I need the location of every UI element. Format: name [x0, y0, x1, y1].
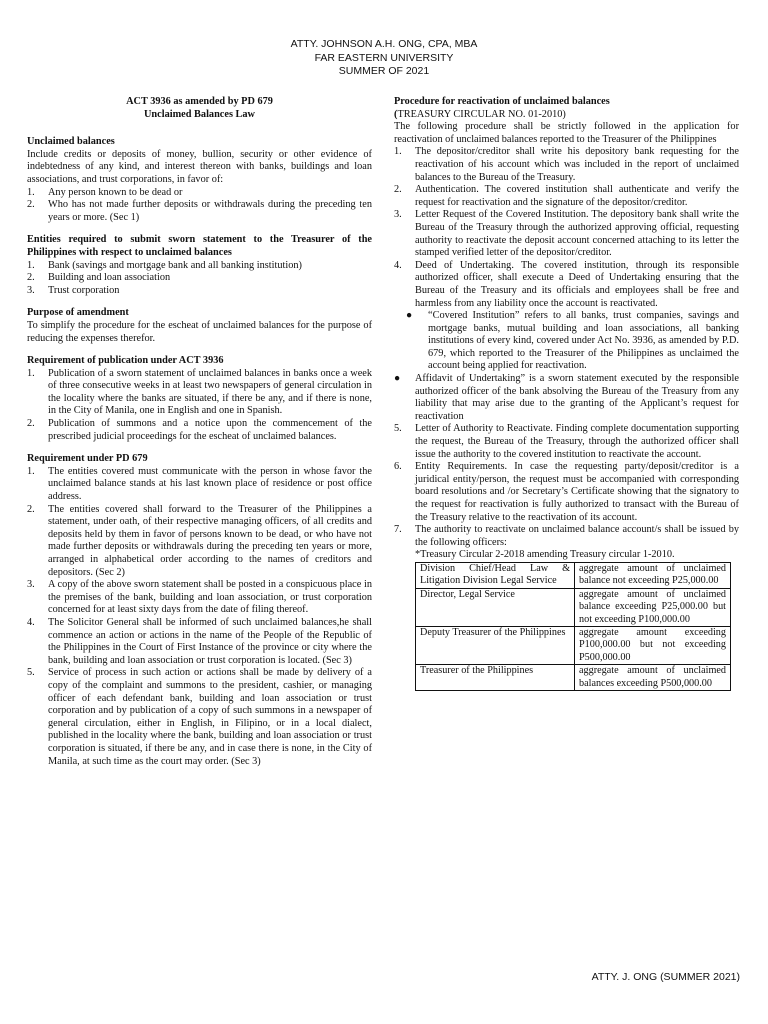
list-item: 4. Deed of Undertaking. The covered institution, through its responsible authorized officer, shall execute a Deed of Undertaking ensuring that the Bureau of the Treasury and its officials and employees shall be free and harmless from any liability once the account is reactivated. [394, 259, 739, 309]
list-item: 4. The Solicitor General shall be informed of such unclaimed balances,he shall commence an action or actions in the name of the People of the Republic of the Philippines in the Court of First Instance of the province or city where the bank, building and loan association or trust corporation is located. (Sec 3) [27, 616, 372, 666]
list-item: 1. The entities covered must communicate with the person in whose favor the unclaimed balance stands at his last known place of residence or post office address. [27, 465, 372, 503]
list-item: 1. Bank (savings and mortgage bank and all banking institution) [27, 259, 302, 271]
list-item: 1. Publication of a sworn statement of unclaimed balances in banks once a week of three consecutive weeks in at least two newspapers of general circulation in the locality where the banks are situated, if there be any, and if there is none, in the City of Manila, one in English and one in Spanish. [27, 367, 372, 417]
covered-institution-bullet: ● “Covered Institution” refers to all banks, trust companies, savings and mortgage banks, mutual building and loan associations, all banking institutions of every kind, covered under Act No. 3936, as amended by P.D. 679, which reported to the Treasurer of the Philippines as unclaimed the account being applied for reactivation. [406, 310, 739, 372]
table-cell-officer: Division Chief/Head Law & Litigation Division Legal Service [416, 562, 575, 588]
publication-heading: Requirement of publication under ACT 3936 [27, 355, 224, 367]
bullet-icon: ● [406, 310, 413, 322]
header-term: SUMMER OF 2021 [338, 65, 430, 77]
table-row [416, 665, 731, 691]
header-author: ATTY. JOHNSON A.H. ONG, CPA, MBA [290, 38, 478, 50]
list-item: 2. Authentication. The covered institution shall authenticate and verify the request for reactivation and the signature of the depositor/creditor. [394, 184, 739, 208]
document-header [0, 38, 768, 79]
list-item: 6. Entity Requirements. In case the requesting party/deposit/creditor is a juridical entity/person, the request must be accompanied with corresponding board resolutions and /or Secretary’s Certificate showing that the signatory to the request for reactivation is fully authorized to transact with the Bureau of the Treasury relative to the reactivation of its account. [394, 461, 739, 523]
table-row [416, 562, 731, 588]
table-cell-officer: Director, Legal Service [416, 588, 575, 626]
header-university: FAR EASTERN UNIVERSITY [314, 51, 454, 64]
officers-table [415, 562, 731, 691]
pd679-heading: Requirement under PD 679 [27, 453, 148, 465]
table-cell-officer: Deputy Treasurer of the Philippines [416, 627, 575, 665]
procedure-list-b [394, 423, 739, 549]
procedure-subheading: (TREASURY CIRCULAR NO. 01-2010) [394, 108, 566, 120]
affidavit-bullet: ● Affidavit of Undertaking” is a sworn statement executed by the responsible authorized officer of the bank absolving the Bureau of the Treasury from any liability that may arise due to the granting of the Applicant’s request for reactivation [394, 373, 739, 422]
page-footer: ATTY. J. ONG (SUMMER 2021) [591, 971, 740, 983]
unclaimed-list [27, 187, 372, 225]
right-column [394, 96, 739, 691]
list-item: 1. Any person known to be dead or [27, 186, 183, 198]
law-subtitle: Unclaimed Balances Law [144, 108, 255, 120]
table-cell-officer: Treasurer of the Philippines [416, 665, 575, 691]
list-item: 7. The authority to reactivate on unclaimed balance account/s shall be issued by the following officers: [394, 524, 739, 548]
list-item: 3. A copy of the above sworn statement shall be posted in a conspicuous place in the premises of the bank, building and loan association, or trust corporation concerned for at least sixty days from the date of filing thereof. [27, 579, 372, 616]
bullet-icon: ● [394, 373, 401, 385]
entities-heading: Entities required to submit sworn statement to the Treasurer of the Philippines with respect to unclaimed balances [27, 234, 372, 258]
pd679-list [27, 466, 372, 768]
table-row [416, 588, 731, 626]
procedure-intro: The following procedure shall be strictly followed in the application for reactivation of unclaimed balances reported to the Treasurer of the Philippines [394, 121, 739, 145]
unclaimed-text: Include credits or deposits of money, bullion, security or other evidence of indebtedness of any kind, and interest thereon with banks, buildings and loan associations, and trust corporations, in favor of: [27, 148, 372, 185]
procedure-heading: Procedure for reactivation of unclaimed balances [394, 96, 610, 107]
publication-list [27, 368, 372, 444]
list-item: 3. Trust corporation [27, 284, 120, 296]
list-item: 2. Who has not made further deposits or withdrawals during the preceding ten years or more. (Sec 1) [27, 199, 372, 223]
purpose-text: To simplify the procedure for the escheat of unclaimed balances for the purpose of reducing the expenses therefor. [27, 319, 372, 344]
table-cell-amount: aggregate amount of unclaimed balance not exceeding P25,000.00 [575, 562, 731, 588]
table-cell-amount: aggregate amount exceeding P100,000.00 but not exceeding P500,000.00 [575, 627, 731, 665]
list-item: 2. The entities covered shall forward to the Treasurer of the Philippines a statement, under oath, of their respective managing officers, of all credits and deposits held by them in favor of persons known to be dead, or who have not made further deposits or withdrawals during the preceding ten years or more, arranged in alphabetical order according to the names of creditors and depositors. (Sec 2) [27, 503, 372, 578]
list-item: 3. Letter Request of the Covered Institution. The depository bank shall write the Bureau of the Treasury through the authorized approving official, requesting authority to reactivate the deposit account concerned attaching to its letter the stamped verified letter of the depositor/creditor. [394, 209, 739, 259]
left-column [27, 96, 372, 768]
list-item: 1. The depositor/creditor shall write his depository bank requesting for the reactivation of his account which was included in the report of unclaimed balances to the Bureau of the Treasury. [394, 146, 739, 183]
procedure-list-a [394, 146, 739, 310]
unclaimed-heading: Unclaimed balances [27, 136, 115, 148]
list-item: 2. Publication of summons and a notice upon the commencement of the prescribed judicial proceedings for the escheat of unclaimed balances. [27, 418, 372, 442]
list-item: 5. Letter of Authority to Reactivate. Finding complete documentation supporting the request, the Bureau of the Treasury, through the authorized officer shall issue the authority to the covered institution to reactivate the account. [394, 423, 739, 460]
law-title: ACT 3936 as amended by PD 679 [126, 96, 273, 107]
list-item: 5. Service of process in such action or actions shall be made by delivery of a copy of the complaint and summons to the president, cashier, or managing officer of each defendant bank, building and loan association or trust corporation and by publication of a copy of such summons in a newspaper of general circulation, either in English, in Filipino, or in a local dialect, published in the locality where the bank, building and loan association or trust corporation is situated, if there be any, and in case there is none, in the City of Manila, at such time as the court may order. (Sec 3) [27, 667, 372, 767]
list-item: 2. Building and loan association [27, 272, 171, 284]
circular-note: *Treasury Circular 2-2018 amending Treasury circular 1-2010. [415, 549, 675, 561]
table-cell-amount: aggregate amount of unclaimed balance exceeding P25,000.00 but not exceeding P100,000.00 [575, 588, 731, 626]
table-row [416, 627, 731, 665]
purpose-heading: Purpose of amendment [27, 307, 129, 319]
entities-list [27, 260, 372, 298]
table-cell-amount: aggregate amount of unclaimed balances exceeding P500,000.00 [575, 665, 731, 691]
